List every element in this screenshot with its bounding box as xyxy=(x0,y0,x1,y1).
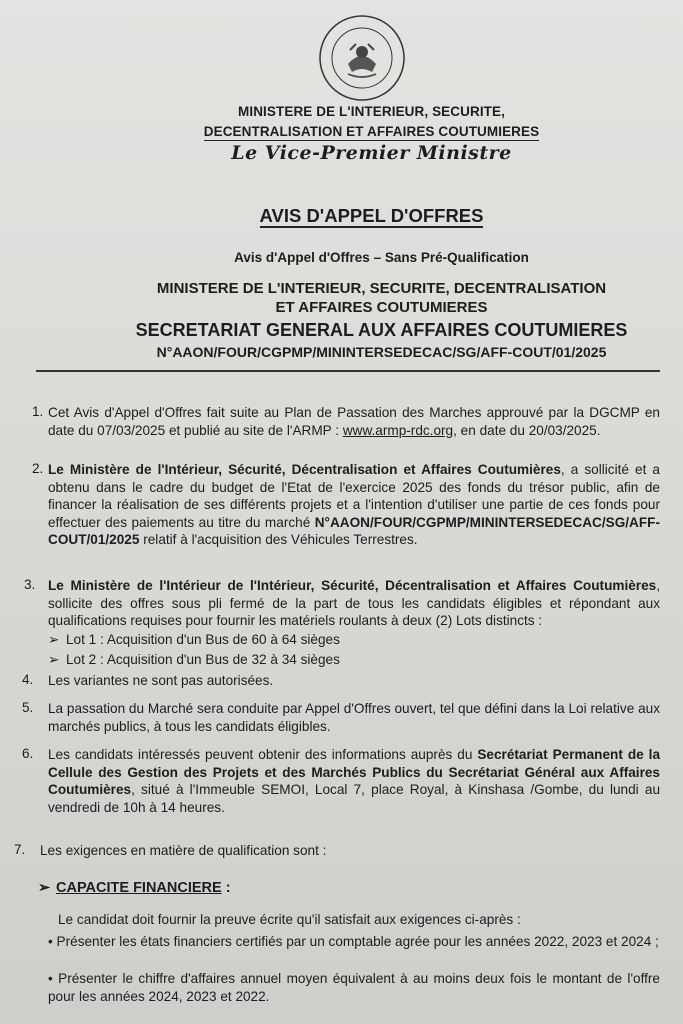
paragraph-4: Les variantes ne sont pas autorisées. xyxy=(48,673,274,688)
arrow-bullet-icon: ➢ xyxy=(38,880,51,896)
entity-line2: ET AFFAIRES COUTUMIERES xyxy=(275,299,488,316)
p2-text-a: , a sollicité et a obtenu dans le cadre du budget de l'Etat de l'exercice 2025 des fonds du trésor public, afin de financer la réalisation de ses différents projets et a l'intention d'utiliser une partie de ces fonds pour effectuer des paiements au titre du marché xyxy=(48,462,660,530)
paragraph-3 xyxy=(48,577,660,630)
header-divider xyxy=(36,370,660,372)
p6-text-b: , situé à l'Immeuble SEMOI, Local 7, place Royal, à Kinshasa /Gombe, du lundi au vendredi de 10h à 14 heures. xyxy=(48,782,660,815)
item-number-6: 6. xyxy=(22,746,34,761)
p6-bold-secretariat: Secrétariat Permanent de la Cellule des Gestion des Projets et des Marchés Publics du Secrétariat Général aux Affaires Coutumières xyxy=(48,747,660,797)
capacite-financiere-heading xyxy=(38,880,231,896)
arrow-bullet-icon: ➢ xyxy=(48,652,60,667)
ministry-name-line1: MINISTERE DE L'INTERIEUR, SECURITE, xyxy=(238,104,505,119)
p3-text-a: , sollicite des offres sous pli fermé de la part de tous les candidats éligibles et répondant aux qualifications requises pour fournir les matériels roulants à deux (2) Lots distincts : xyxy=(48,578,660,628)
lot-2-text: Lot 2 : Acquisition d'un Bus de 32 à 34 sièges xyxy=(66,652,340,667)
capacite-colon: : xyxy=(221,880,231,896)
capacite-bullet-1 xyxy=(48,933,660,951)
item-number-1: 1. xyxy=(32,404,44,419)
ministry-name-line2-text: DECENTRALISATION ET AFFAIRES COUTUMIERES xyxy=(203,124,540,139)
lot-2 xyxy=(48,652,340,668)
arrow-bullet-icon: ➢ xyxy=(48,632,60,647)
capacite-bullet-2 xyxy=(48,970,660,1005)
bullet-dot-icon: • xyxy=(48,971,59,986)
paragraph-6 xyxy=(48,746,660,816)
lot-1 xyxy=(48,632,340,648)
item-number-2: 2. xyxy=(32,461,44,476)
p2-bold-reference: N°AAON/FOUR/CGPMP/MININTERSEDECAC/SG/AFF-COUT/01/2025 xyxy=(48,514,660,547)
ministry-name-line2 xyxy=(30,124,683,139)
paragraph-2 xyxy=(48,461,660,549)
p6-text-a: Les candidats intéressés peuvent obtenir des informations auprès du xyxy=(48,747,478,762)
document-title xyxy=(30,205,683,227)
capacite-intro: Le candidat doit fournir la preuve écrite qu'il satisfait aux exigences ci-après : xyxy=(58,912,521,927)
item-number-7: 7. xyxy=(14,842,26,857)
government-seal xyxy=(318,14,406,102)
bullet-dot-icon: • xyxy=(48,934,57,949)
document-subtitle: Avis d'Appel d'Offres – Sans Pré-Qualification xyxy=(234,250,529,265)
p2-bold-ministry: Le Ministère de l'Intérieur, Sécurité, Décentralisation et Affaires Coutumières xyxy=(48,462,561,477)
p1-text-b: , en date du 20/03/2025. xyxy=(453,422,601,438)
paragraph-5: La passation du Marché sera conduite par Appel d'Offres ouvert, tel que défini dans la Loi relative aux marchés publics, à tous les candidats éligibles. xyxy=(48,701,660,734)
armp-link[interactable]: www.armp-rdc.org xyxy=(342,422,454,438)
lot-1-text: Lot 1 : Acquisition d'un Bus de 60 à 64 sièges xyxy=(66,632,340,647)
item-number-4: 4. xyxy=(22,672,34,687)
capacite-bullet-1-text: Présenter les états financiers certifiés par un comptable agrée pour les années 2022, 2023 et 2024 ; xyxy=(56,934,659,949)
paragraph-1 xyxy=(48,404,660,439)
document-title-text: AVIS D'APPEL D'OFFRES xyxy=(259,205,484,226)
p2-text-b: relatif à l'acquisition des Véhicules Terrestres. xyxy=(139,532,418,547)
secretariat-title: SECRETARIAT GENERAL AUX AFFAIRES COUTUMIERES xyxy=(135,320,628,340)
capacite-label: CAPACITE FINANCIERE xyxy=(56,880,222,896)
item-number-3: 3. xyxy=(24,577,36,592)
p3-bold-ministry: Le Ministère de l'Intérieur de l'Intérieur, Sécurité, Décentralisation et Affaires Coutumières xyxy=(48,578,657,593)
reference-number: N°AAON/FOUR/CGPMP/MININTERSEDECAC/SG/AFF-COUT/01/2025 xyxy=(156,344,607,360)
entity-line1: MINISTERE DE L'INTERIEUR, SECURITE, DECENTRALISATION xyxy=(156,280,607,297)
item-number-5: 5. xyxy=(22,700,34,715)
capacite-bullet-2-text: Présenter le chiffre d'affaires annuel moyen équivalent à au moins deux fois le montant de l'offre pour les années 2024, 2023 et 2022. xyxy=(48,971,660,1004)
p1-text-a: Cet Avis d'Appel d'Offres fait suite au Plan de Passation des Marches approuvé par la DGCMP en date du 07/03/2025 et publié au site de l'ARMP : xyxy=(48,405,660,438)
vice-premier-signature-title: Le Vice-Premier Ministre xyxy=(231,142,512,164)
paragraph-7: Les exigences en matière de qualification sont : xyxy=(40,843,327,858)
